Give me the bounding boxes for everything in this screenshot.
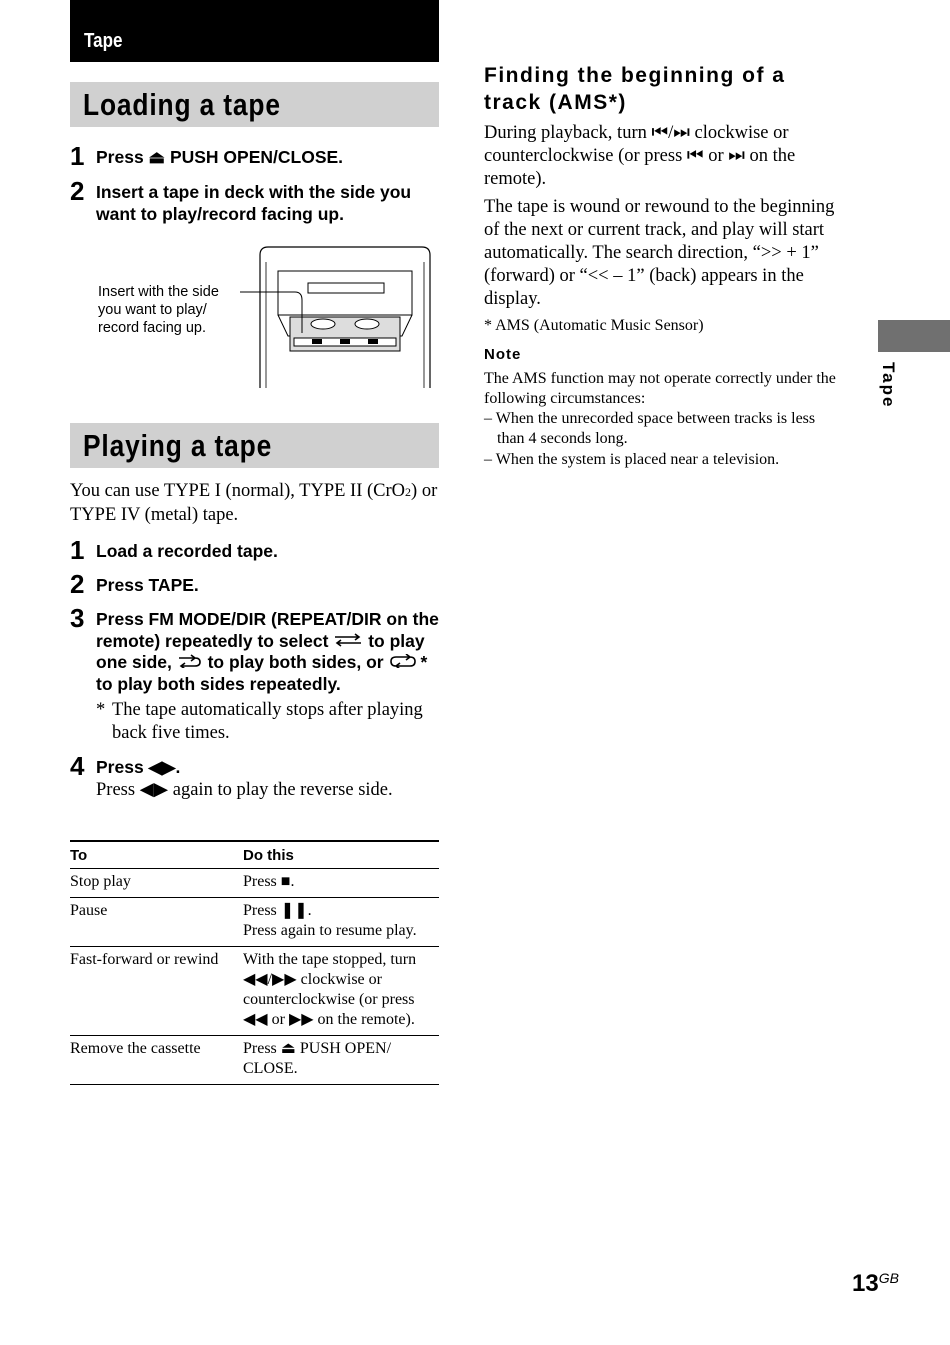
playing-step-3: [70, 603, 439, 695]
callout-line: you want to play/: [98, 302, 207, 318]
playing-step-1: [70, 535, 439, 565]
cell-line: ◀◀ or ▶▶ on the remote).: [243, 1011, 415, 1028]
page-number-suffix: GB: [878, 1270, 899, 1286]
cell-to: Pause: [70, 898, 243, 947]
step-number: 4: [70, 751, 85, 781]
column-header-to: To: [70, 841, 243, 869]
intro-text: You can use TYPE I (normal), TYPE II (CrO: [70, 481, 406, 501]
cell-do: [243, 869, 439, 898]
intro-text: ) or TYPE IV (metal) tape.: [70, 481, 438, 525]
note-heading: Note: [484, 346, 522, 363]
cell-line: With the tape stopped, turn: [243, 951, 417, 968]
step3-text-a: Press FM MODE/DIR (REPEAT/DIR on the remote) repeatedly to select: [96, 609, 439, 651]
step-text: Load a recorded tape.: [96, 541, 278, 561]
step3-text-d: * to play both sides repeatedly.: [96, 652, 428, 694]
step-number: 1: [70, 141, 85, 171]
step-subtext: Press ◀▶ again to play the reverse side.: [96, 779, 393, 800]
step-number: 2: [70, 569, 85, 599]
loading-step-2: [70, 176, 439, 225]
step-number: 3: [70, 603, 85, 633]
playing-footnote: [96, 699, 441, 745]
loading-step-1: [70, 141, 439, 171]
page-number: [852, 1270, 899, 1298]
section-title: Tape: [84, 30, 123, 52]
side-tab-label-wrap: [876, 362, 904, 422]
operations-table: [70, 840, 439, 1085]
ams-footnote: * AMS (Automatic Music Sensor): [484, 317, 704, 334]
step3-text-b: to play one side,: [96, 630, 425, 672]
side-tab-label: Tape: [879, 362, 898, 409]
table-row: [70, 869, 439, 898]
cell-do: [243, 898, 439, 947]
table-row: [70, 947, 439, 1036]
page-number-value: 13: [852, 1270, 879, 1297]
table-row: [70, 1036, 439, 1085]
side-tab-marker: [878, 320, 950, 352]
table-row: [70, 898, 439, 947]
callout-line: Insert with the side: [98, 284, 219, 300]
ams-paragraph-2: The tape is wound or rewound to the beginning of the next or current track, and play will start automatically. The search direction, “>> + 1” (forward) or “<< – 1” (back) appears in the display.: [484, 197, 835, 309]
cell-line: ◀◀/▶▶ clockwise or: [243, 971, 382, 988]
step3-text-c: to play both sides, or: [207, 652, 384, 672]
ams-heading-line: Finding the beginning of a: [484, 64, 786, 87]
cell-line: Press ❚❚.: [243, 902, 312, 919]
note-bullet: – When the unrecorded space between tracks is less than 4 seconds long.: [484, 410, 816, 447]
step-number: 1: [70, 535, 85, 565]
cell-to: Stop play: [70, 869, 243, 898]
playing-heading: Playing a tape: [83, 428, 273, 463]
ams-paragraph-1: During playback, turn ⏮/⏭ clockwise or counterclockwise (or press ⏮ or ⏭ on the remote).: [484, 123, 796, 189]
cell-do: [243, 947, 439, 1036]
playing-step-4: [70, 751, 439, 802]
cell-line: Press again to resume play.: [243, 922, 417, 939]
loading-heading-band: [70, 82, 439, 127]
cell-to: Remove the cassette: [70, 1036, 243, 1085]
cell-line: Press ⏏ PUSH OPEN/: [243, 1040, 392, 1057]
illustration-callout: [98, 283, 219, 337]
step-text: Press TAPE.: [96, 575, 199, 595]
playing-heading-band: [70, 423, 439, 468]
note-text: The AMS function may not operate correctly under the following circumstances:: [484, 370, 836, 407]
footnote-text: The tape automatically stops after playing back five times.: [112, 700, 423, 743]
step-number: 2: [70, 176, 85, 206]
cell-do: [243, 1036, 439, 1085]
cell-line: CLOSE.: [243, 1060, 298, 1077]
cell-line: Press ■.: [243, 873, 295, 890]
step-text: Press ⏏ PUSH OPEN/CLOSE.: [96, 147, 344, 167]
cell-to: Fast-forward or rewind: [70, 947, 243, 1036]
one-way-icon: [333, 633, 363, 647]
both-sides-icon: [177, 654, 203, 668]
intro-subscript: 2: [405, 485, 412, 499]
callout-line: record facing up.: [98, 320, 207, 336]
footnote-star: *: [96, 700, 106, 720]
ams-heading: [484, 62, 864, 116]
repeat-icon: [388, 654, 420, 668]
cell-line: counterclockwise (or press: [243, 991, 415, 1008]
ams-heading-line: track (AMS*): [484, 91, 627, 114]
loading-heading: Loading a tape: [83, 87, 281, 122]
step-text: Press ◀▶.: [96, 757, 181, 777]
step-text: Insert a tape in deck with the side you want to play/record facing up.: [96, 182, 412, 224]
playing-step-2: [70, 569, 439, 599]
column-header-do: Do this: [243, 841, 439, 869]
playing-intro: [70, 480, 442, 527]
section-header: [70, 0, 439, 62]
step-text: [96, 609, 439, 695]
note-bullet: – When the system is placed near a television.: [484, 451, 780, 468]
table-header-row: [70, 841, 439, 869]
